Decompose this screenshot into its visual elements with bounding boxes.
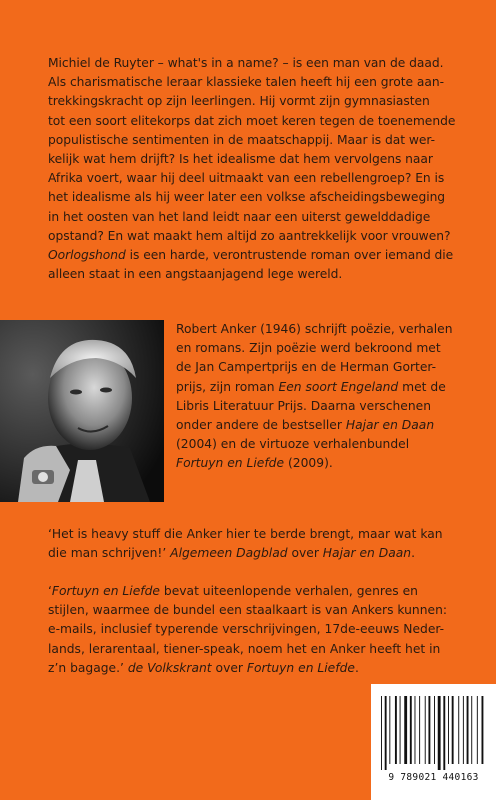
bio-text: onder andere de bestseller [176, 418, 346, 433]
barcode-bar [438, 696, 441, 770]
barcode-bar [428, 696, 430, 764]
barcode-bar [477, 696, 478, 764]
bio-text: met de [398, 379, 446, 394]
blurb-line: alleen staat in een angstaanjagend lege wereld. [48, 267, 343, 282]
review-quote-1 [48, 525, 468, 563]
book-title: Hajar en Daan [322, 546, 412, 561]
bio-text: prijs, zijn roman [176, 379, 279, 394]
bio-line: Libris Literatuur Prijs. Daarna verschenen [176, 398, 431, 413]
book-blurb [48, 54, 466, 284]
quote-line: lands, lerarentaal, tiener-speak, noem het en Anker heeft het in [48, 641, 441, 656]
blurb-line: kelijk wat hem drijft? Is het idealisme dat hem vervolgens naar [48, 152, 433, 167]
quote-source: de Volkskrant [127, 660, 212, 675]
bio-line: (2004) en de virtuoze verhalenbundel [176, 437, 410, 452]
quote-source: Algemeen Dagblad [170, 546, 288, 561]
blurb-line: Als charismatische leraar klassieke talen heeft hij een grote aan- [48, 75, 444, 90]
barcode-bar [395, 696, 397, 764]
book-title: Fortuyn en Liefde [176, 456, 285, 471]
quote-text: . [411, 546, 416, 561]
barcode-bar [458, 696, 459, 764]
isbn-number: 9 789021 440163 [388, 772, 479, 783]
bio-line: Robert Anker (1946) schrijft poëzie, verhalen [176, 322, 453, 336]
quote-line [48, 659, 468, 678]
author-bio [176, 320, 474, 474]
barcode-bar [389, 696, 390, 764]
barcode-bar [463, 696, 464, 764]
barcode-bar [443, 696, 445, 770]
book-title: Hajar en Daan [345, 418, 435, 433]
blurb-line: tot een soort elitekorps dat zich moet keren tegen de toenemende [48, 113, 456, 128]
quote-text: die man schrijven!’ [48, 546, 171, 561]
barcode-bar [425, 696, 426, 764]
quote-text: ‘ [48, 584, 52, 598]
quote-text: over [211, 660, 247, 675]
barcode-bar [448, 696, 449, 764]
barcode-bar [381, 696, 382, 770]
barcode-bar [452, 696, 454, 764]
author-portrait-image [0, 320, 164, 502]
quote-line: e-mails, inclusief typerende verschrijvingen, 17de-eeuws Neder- [48, 622, 445, 637]
barcode-bars [379, 696, 488, 770]
blurb-line: populistische sentimenten in de maatschappij. Maar is dat wer- [48, 132, 435, 147]
quote-text: . [354, 660, 359, 675]
quote-line [48, 544, 468, 563]
blurb-line: Afrika voert, waar hij deel uitmaakt van een rebellengroep? En is [48, 171, 445, 186]
blurb-line [48, 246, 466, 265]
bio-line [176, 454, 474, 473]
blurb-line: in het oosten van het land leidt naar een uiterst gewelddadige [48, 209, 431, 224]
barcode-bar [385, 696, 387, 770]
bio-text: (2009). [284, 456, 333, 471]
review-quote-2 [48, 582, 468, 678]
blurb-line: Michiel de Ruyter – what's in a name? – is een man van de daad. [48, 56, 444, 70]
quote-line: ‘Het is heavy stuff die Anker hier te berde brengt, maar wat kan [48, 527, 443, 541]
barcode-bar [482, 696, 484, 764]
barcode-bar [419, 696, 420, 764]
book-title: Fortuyn en Liefde [246, 660, 355, 675]
isbn-barcode [371, 684, 496, 800]
quote-line [48, 582, 468, 601]
blurb-text: is een harde, verontrustende roman over iemand die [125, 248, 454, 263]
barcode-bar [410, 696, 412, 764]
bio-line: en romans. Zijn poëzie werd bekroond met [176, 341, 441, 356]
barcode-bar [404, 696, 407, 764]
barcode-bar [415, 696, 416, 764]
quote-text: bevat uiteenlopende verhalen, genres en [159, 584, 418, 598]
bio-line [176, 416, 474, 435]
blurb-line: het idealisme als hij weer later een volkse afscheidingsbeweging [48, 190, 446, 205]
barcode-bar [471, 696, 472, 764]
barcode-bar [434, 696, 435, 764]
blurb-line: trekkingskracht op zijn leerlingen. Hij vormt zijn gymnasiasten [48, 94, 430, 109]
barcode-bar [400, 696, 401, 764]
blurb-line: opstand? En wat maakt hem altijd zo aantrekkelijk voor vrouwen? [48, 228, 451, 243]
quote-line: stijlen, waarmee de bundel een staalkaart is van Ankers kunnen: [48, 603, 448, 618]
bio-line [176, 378, 474, 397]
book-title: Fortuyn en Liefde [51, 584, 160, 598]
book-title: Een soort Engeland [278, 379, 399, 394]
bio-line: de Jan Campertprijs en de Herman Gorter- [176, 360, 437, 375]
quote-text: z’n bagage.’ [48, 660, 128, 675]
barcode-bar [467, 696, 469, 764]
quote-text: over [287, 546, 323, 561]
book-title: Oorlogshond [48, 248, 126, 263]
author-photo [0, 320, 164, 502]
